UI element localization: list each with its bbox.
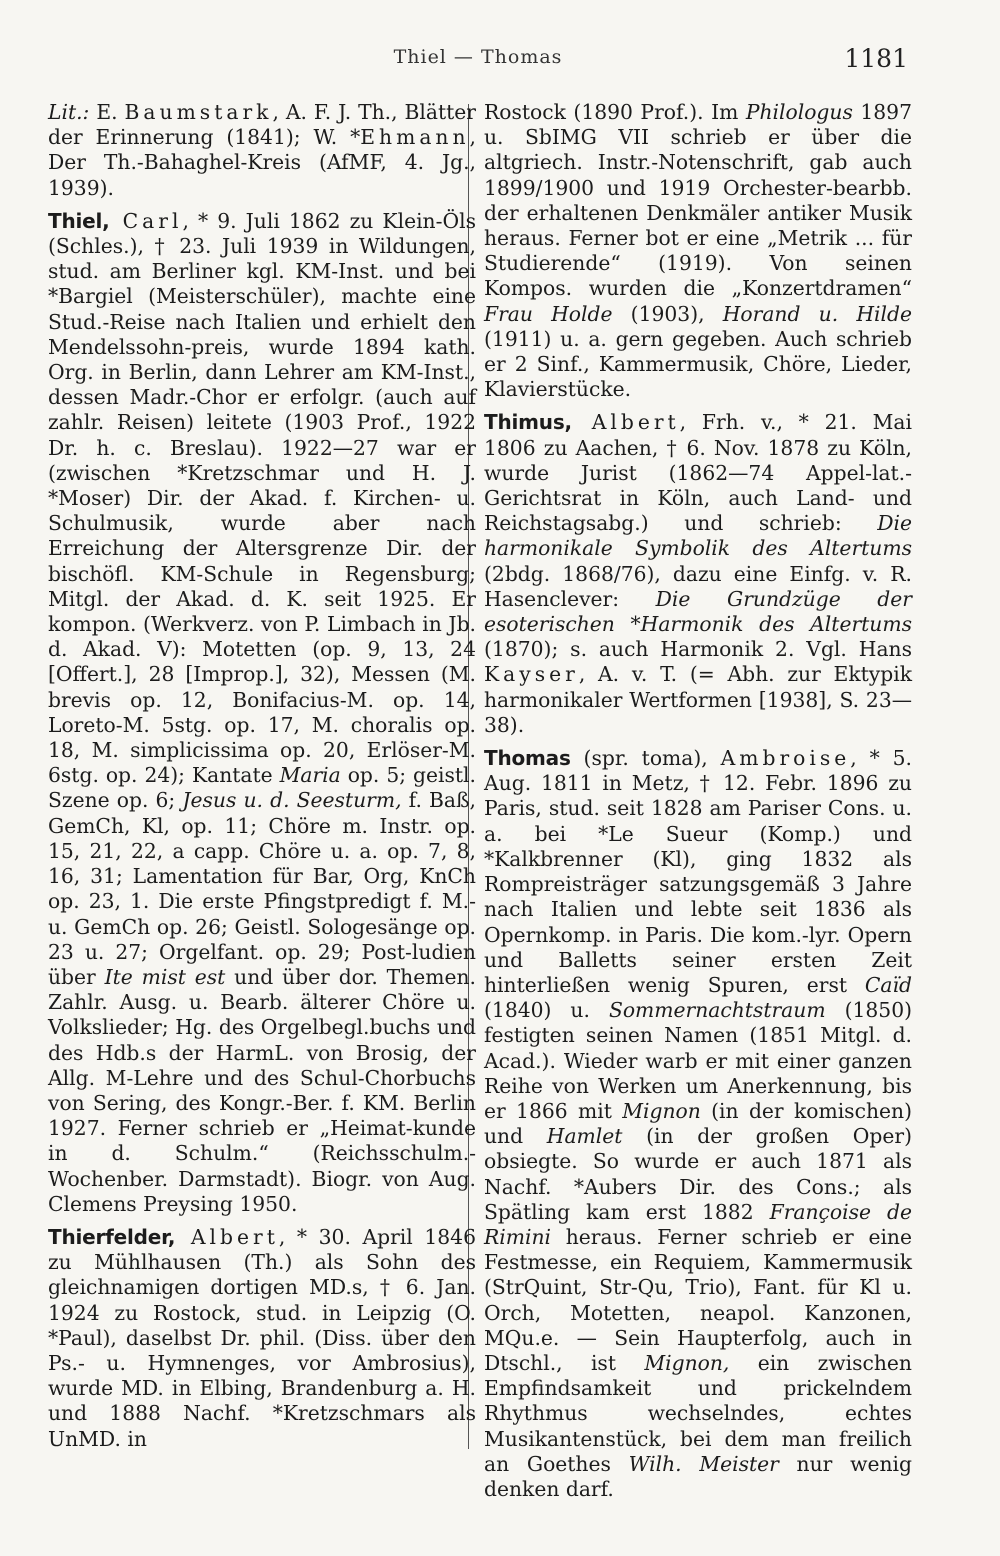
page-number: 1181: [844, 44, 908, 73]
entry-thimus: [484, 410, 912, 738]
entry-text: f. Baß, GemCh, Kl, op. 11; Chöre m. Instr. op. 15, 21, 22, a capp. Chöre u. a. op. 7, 8, 16, 31; Lamentation für Bar, Org, KnCh op. 23, 1. Die erste Pfingstpredigt f. M.- u. GemCh op. 26; Geistl. Sologesänge op. 23 u. 27; Orgelfant. op. 29; Post-ludien über: [48, 788, 476, 989]
entry-text: , A. v. T. (= Abh. zur Ektypik harmonikaler Wertformen [1938], S. 23—38).: [484, 662, 912, 737]
work-title: Wilh. Meister: [628, 1451, 779, 1476]
entry-headword: Thierfelder,: [48, 1224, 176, 1249]
lit-label: Lit.:: [48, 100, 90, 124]
entry-text: , Frh. v., * 21. Mai 1806 zu Aachen, † 6. Nov. 1878 zu Köln, wurde Jurist (1862—74 Appel-lat.-Gerichtsrat in Köln, auch Land- und Reichstagsabg.) und schrieb:: [484, 410, 912, 536]
entry-text: (1911) u. a. gern gegeben. Auch schrieb er 2 Sinf., Kammermusik, Chöre, Lieder, Klavierstücke.: [484, 326, 912, 402]
work-title: Die Grundzüge der esoterischen *Harmonik des Altertums: [484, 586, 912, 637]
lit-text: E.: [89, 100, 125, 124]
entry-text: ein zwischen Empfindsamkeit und prickelndem Rhythmus wechselndes, echtes Musikantenstück, bei dem man freilich an Goethes: [484, 1350, 912, 1476]
entry-text: und über dor. Themen. Zahlr. Ausg. u. Bearb. älterer Chöre u. Volkslieder; Hg. des Orgelbegl.buchs und des Hdb.s der HarmL. von Brosig, der Allg. M-Lehre und des Schul-Chorbuchs von Sering, des Kongr.-Ber. f. KM. Berlin 1927. Ferner schrieb er „Heimat-kunde in d. Schulm.“ (Reichsschulm.-Wochenber. Darmstadt). Biogr. von Aug. Clemens Preysing 1950.: [48, 964, 476, 1216]
entry-thierfelder-continued: [484, 100, 912, 402]
work-title: Mignon,: [644, 1350, 730, 1375]
entry-text: (1903),: [612, 301, 723, 326]
entry-text: , * 9. Juli 1862 zu Klein-Öls (Schles.), † 23. Juli 1939 in Wildungen, stud. am Berliner kgl. KM-Inst. und bei *Bargiel (Meisterschüler), machte eine Stud.-Reise nach Italien und erhielt den Mendelssohn-preis, wurde 1894 kath. Org. in Berlin, dann Lehrer am KM-Inst., dessen Madr.-Chor er erfolgr. (auch auf zahlr. Reisen) leitete (1903 Prof., 1922 Dr. h. c. Breslau). 1922—27 war er (zwischen *Kretzschmar und H. J. *Moser) Dir. der Akad. f. Kirchen- u. Schulmusik, wurde aber nach Erreichung der Altersgrenze Dir. der bischöfl. KM-Schule in Regensburg; Mitgl. der Akad. d. K. seit 1925. Er kompon. (Werkverz. von P. Limbach in Jb. d. Akad. V): Motetten (op. 9, 13, 24 [Offert.], 28 [Improp.], 32), Messen (M. brevis op. 12, Bonifacius-M. op. 14, Loreto-M. 5stg. op. 17, M. choralis op. 18, M. simplicissima op. 20, Erlöser-M. 6stg. op. 24); Kantate: [48, 208, 476, 788]
entry-text: , * 5. Aug. 1811 in Metz, † 12. Febr. 1896 zu Paris, stud. seit 1828 am Pariser Cons. u. a. bei *Le Sueur (Komp.) und *Kalkbrenner (Kl), ging 1832 als Rompreisträger satzungsgemäß 3 Jahre nach Italien und lebte seit 1836 als Opernkomp. in Paris. Die kom.-lyr. Opern und Balletts seiner ersten Zeit hinterließen wenig Spuren, erst: [484, 746, 912, 997]
entry-thiel: [48, 209, 476, 1217]
entry-text: (1850) festigten seinen Namen (1851 Mitgl. d. Acad.). Wieder warb er mit einer ganzen Reihe von Werken um Anerkennung, bis er 1866 mit: [484, 998, 913, 1123]
entry-text: nur wenig denken darf.: [484, 1451, 912, 1501]
entry-text: op. 5; geistl. Szene op. 6;: [48, 763, 476, 813]
entry-headword: Thimus,: [484, 410, 572, 435]
entry-thomas: [484, 746, 912, 1502]
entry-text: , * 30. April 1846 zu Mühlhausen (Th.) als Sohn des gleichnamigen dortigen MD.s, † 6. Jan. 1924 zu Rostock, stud. in Leipzig (O. *Paul), daselbst Dr. phil. (Diss. über den Ps.- u. Hymnenges, vor Ambrosius), wurde MD. in Elbing, Brandenburg a. H. und 1888 Nachf. *Kretzschmars als UnMD. in: [48, 1224, 476, 1451]
entry-headword: Thiel,: [48, 208, 110, 233]
entry-thierfelder: [48, 1225, 476, 1452]
entry-firstname: Ambroise: [720, 746, 851, 771]
entry-text: (2bdg. 1868/76), dazu eine Einfg. v. R. Hasenclever:: [484, 561, 912, 611]
entry-firstname: Albert: [175, 1224, 279, 1249]
entry-headword: Thomas: [484, 746, 571, 771]
work-title: Frau Holde: [484, 301, 613, 326]
entry-text: heraus. Ferner schrieb er eine Festmesse, ein Requiem, Kammermusik (StrQuint, Str-Qu, Trio), Fant. für Kl u. Orch, Motetten, neapol. Kanzonen, MQu.e. — Sein Haupterfolg, auch in Dtschl., ist: [484, 1224, 912, 1375]
author-name: Ehmann: [360, 125, 470, 150]
work-title: Philologus: [745, 100, 853, 124]
lit-text: , A. F. J. Th., Blätter der Erinnerung (1841); W. *: [48, 100, 476, 150]
work-title: Ite mist est: [104, 964, 226, 989]
work-title: Maria: [279, 763, 341, 788]
work-title: Sommernachtstraum: [608, 998, 826, 1023]
work-title: Mignon: [622, 1098, 701, 1123]
running-head: Thiel — Thomas: [393, 46, 563, 68]
work-title: Horand u. Hilde: [722, 301, 913, 326]
entry-text: (in der komischen) und: [484, 1098, 912, 1149]
work-title: Françoise de Rimini: [484, 1199, 912, 1249]
entry-text: Rostock (1890 Prof.). Im: [484, 100, 746, 124]
work-title: Jesus u. d. Seesturm,: [182, 788, 402, 813]
author-name: Kayser: [484, 662, 579, 687]
work-title: Caïd: [864, 972, 912, 997]
entry-text: (in der großen Oper) obsiegte. So wurde er auch 1871 als Nachf. *Aubers Dir. des Cons.; als Spätling kam erst 1882: [484, 1124, 912, 1224]
entry-firstname: Albert: [571, 410, 680, 435]
entry-firstname: Carl: [109, 208, 183, 233]
lit-text: , Der Th.-Bahaghel-Kreis (AfMF, 4. Jg., 1939).: [48, 125, 476, 200]
right-column: [484, 100, 912, 1510]
entry-text: 1897 u. SbIMG VII schrieb er über die altgriech. Instr.-Notenschrift, gab auch 1899/1900 und 1919 Orchester-bearbb. der erhaltenen Denkmäler antiker Musik heraus. Ferner bot er eine „Metrik ... für Studierende“ (1919). Von seinen Kompos. wurden die „Konzertdramen“: [484, 100, 912, 301]
entry-text: (spr. toma),: [570, 746, 721, 771]
literature-paragraph: [48, 100, 476, 201]
author-name: Baumstark: [124, 100, 273, 124]
left-column: [48, 100, 476, 1460]
entry-text: (1840) u.: [484, 998, 609, 1023]
page-header: [48, 44, 908, 84]
work-title: Hamlet: [546, 1124, 623, 1149]
work-title: Die harmonikale Symbolik des Altertums: [484, 511, 912, 561]
entry-text: (1870); s. auch Harmonik 2. Vgl. Hans: [484, 637, 912, 662]
